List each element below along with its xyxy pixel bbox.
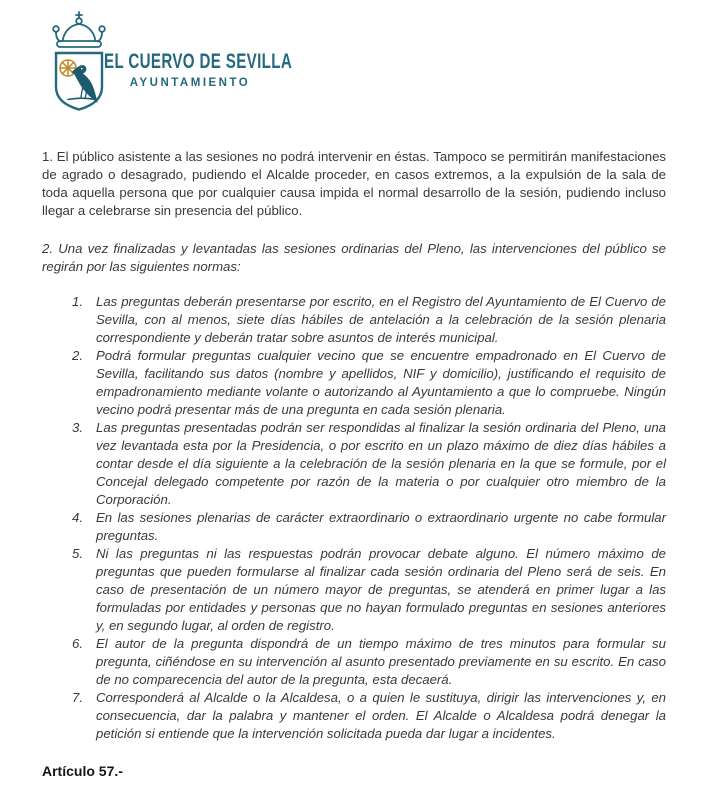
wheel-icon bbox=[60, 60, 76, 76]
logo-subtitle: AYUNTAMIENTO bbox=[129, 77, 251, 89]
paragraph-rules-intro: 2. Una vez finalizadas y levantadas las sesiones ordinarias del Pleno, las intervenciones del público se regirán por las siguientes normas: bbox=[42, 241, 666, 274]
header-logo-block bbox=[0, 0, 708, 114]
rule-item-6: El autor de la pregunta dispondrá de un tiempo máximo de tres minutos para formular su pregunta, ciñéndose en su intervención al asunto presentado previamente en su escrito. En caso de no comparecencia del autor de la pregunta, esta decaerá. bbox=[96, 636, 666, 687]
document-body bbox=[0, 148, 708, 743]
logo-title: EL CUERVO DE SEVILLA bbox=[104, 50, 293, 73]
article-57-heading: Artículo 57.- bbox=[42, 763, 123, 779]
rule-item-4: En las sesiones plenarias de carácter extraordinario o extraordinario urgente no cabe formular preguntas. bbox=[96, 510, 666, 543]
rule-item-7: Corresponderá al Alcalde o la Alcaldesa, o a quien le sustituya, dirigir las intervenciones y, en consecuencia, dar la palabra y mantener el orden. El Alcalde o Alcaldesa podrá denegar la petición si entiende que la intervención solicitada pueda dar lugar a incidentes. bbox=[96, 690, 666, 741]
rule-item-2: Podrá formular preguntas cualquier vecino que se encuentre empadronado en El Cuervo de Sevilla, facilitando sus datos (nombre y apellidos, NIF y domicilio), justificando el requisito de empadronamiento mediante volante o autorizando al Ayuntamiento a que lo compruebe. Ningún vecino podrá presentar más de una pregunta en cada sesión plenaria. bbox=[96, 348, 666, 417]
rule-item-3: Las preguntas presentadas podrán ser respondidas al finalizar la sesión ordinaria del Pleno, una vez levantada esta por la Presidencia, o por escrito en un plazo máximo de diez días hábiles a contar desde el día siguiente a la celebración de la sesión plenaria en la que se formule, por el Concejal delegado competente por razón de la materia o por cualquier otro miembro de la Corporación. bbox=[96, 420, 666, 507]
rules-list bbox=[72, 293, 666, 743]
logo-text bbox=[104, 50, 293, 89]
crown-icon bbox=[53, 12, 105, 47]
coat-of-arms-icon bbox=[47, 11, 111, 115]
rule-item-5: Ni las preguntas ni las respuestas podrán provocar debate alguno. El número máximo de preguntas que pueden formularse al finalizar cada sesión ordinaria del Pleno será de seis. En caso de presentación de un número mayor de preguntas, se atenderá en primer lugar a las formuladas por entidades y personas que no hayan formulado preguntas en sesiones anteriores y, en segundo lugar, al orden de registro. bbox=[96, 546, 666, 633]
paragraph-public-attendance: 1. El público asistente a las sesiones no podrá intervenir en éstas. Tampoco se permitirán manifestaciones de agrado o desagrado, pudiendo el Alcalde proceder, en casos extremos, a la expulsión de la sala de toda aquella persona que por cualquier causa impida el normal desarrollo de la sesión, pudiendo incluso llegar a celebrarse sin presencia del público. bbox=[42, 149, 666, 218]
rule-item-1: Las preguntas deberán presentarse por escrito, en el Registro del Ayuntamiento de El Cuervo de Sevilla, con al menos, siete días hábiles de antelación a la celebración de la sesión plenaria correspondiente y deberán tratar sobre asuntos de interés municipal. bbox=[96, 294, 666, 345]
